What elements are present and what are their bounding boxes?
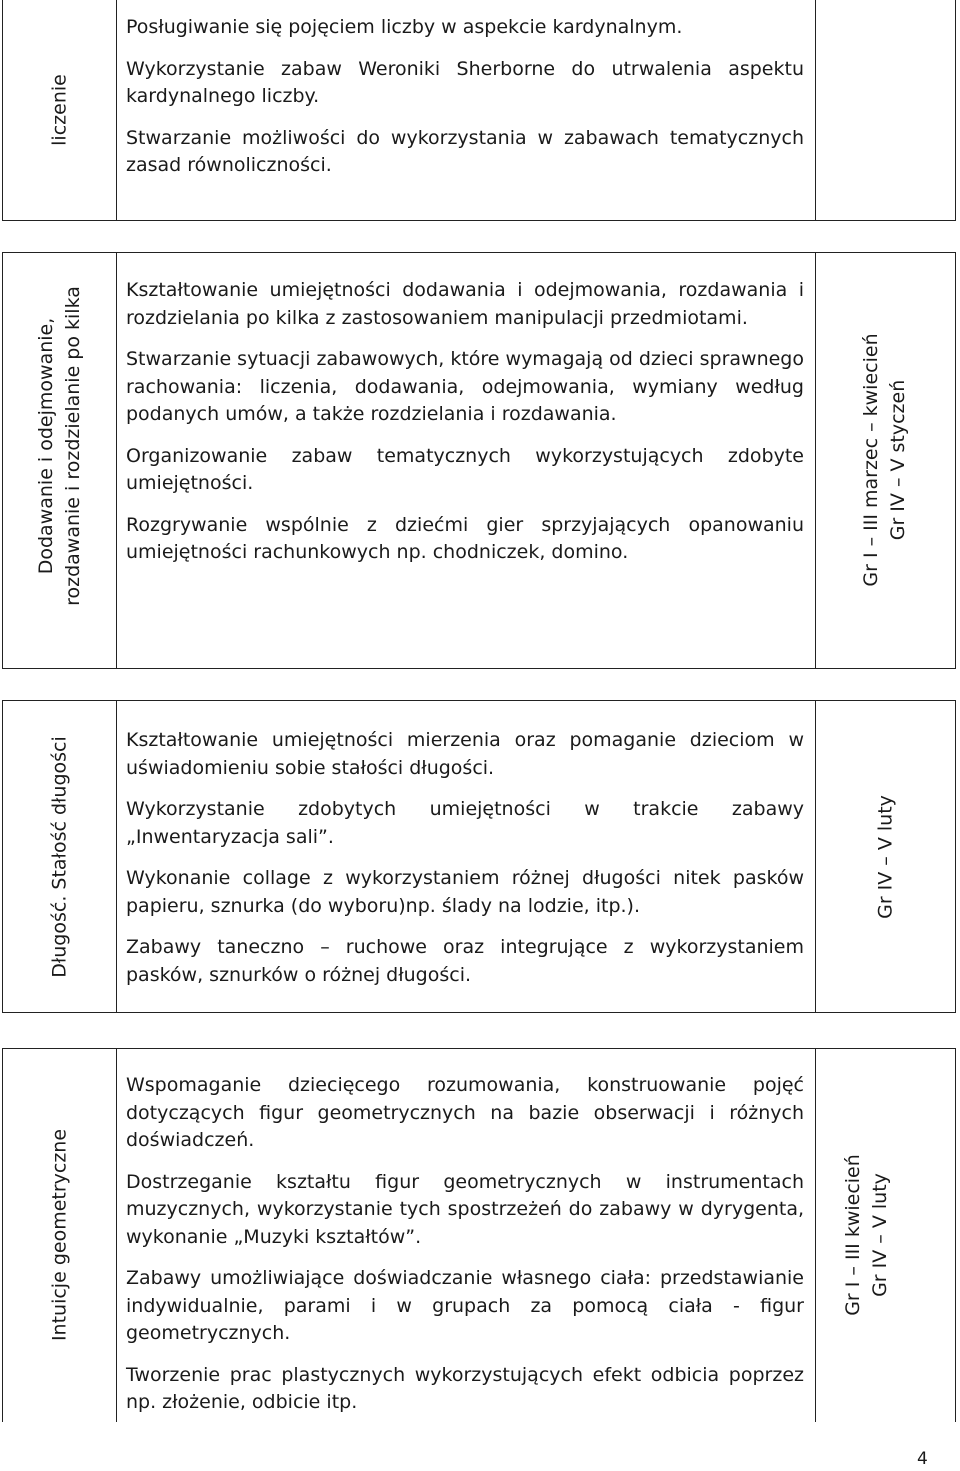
topic-cell (47, 74, 74, 146)
schedule-label: Gr IV – V luty (874, 795, 897, 919)
content-paragraph: Stwarzanie możliwości do wykorzystania w zabawach tematycznych zasad równoliczności. (126, 126, 804, 176)
column-divider (116, 0, 117, 220)
content-paragraph: Wykorzystanie zdobytych umiejętności w trakcie zabawy „Inwentaryzacja sali”. (126, 798, 804, 848)
content-paragraph: Zabawy umożliwiające doświadczanie własnego ciała: przedstawianie indywidualnie, parami i w grupach za pomocą ciała - figur geometrycznych. (126, 1267, 804, 1344)
topic-cell (33, 286, 87, 606)
column-divider (116, 700, 117, 1012)
table-border-left (2, 1048, 3, 1422)
content-paragraph: Kształtowanie umiejętności mierzenia oraz pomaganie dzieciom w uświadomieniu sobie stałości długości. (126, 729, 804, 779)
content-paragraph: Rozgrywanie wspólnie z dziećmi gier sprzyjających opanowaniu umiejętności rachunkowych np. chodniczek, domino. (126, 513, 804, 563)
schedule-label: Gr I – III kwiecień (842, 1154, 864, 1316)
table-border-right (955, 0, 956, 220)
content-paragraph: Wykorzystanie zabaw Weroniki Sherborne do utrwalenia aspektu kardynalnego liczby. (126, 57, 804, 107)
table-border-right (955, 252, 956, 668)
column-divider (815, 1048, 816, 1422)
topic-label: rozdawanie i rozdzielanie po kilka (62, 286, 84, 606)
row-separator (2, 1012, 956, 1013)
row-separator (2, 252, 956, 253)
topic-label: Długość. Stałość długości (48, 736, 71, 978)
content-paragraph: Kształtowanie umiejętności dodawania i odejmowania, rozdawania i rozdzielania po kilka z zastosowaniem manipulacji przedmiotami. (126, 279, 804, 329)
column-divider (116, 252, 117, 668)
schedule-label: Gr IV – V styczeń (887, 379, 909, 541)
column-divider (116, 1048, 117, 1422)
content-cell (126, 727, 804, 1003)
content-paragraph: Organizowanie zabaw tematycznych wykorzystujących zdobyte umiejętności. (126, 444, 804, 494)
row-separator (2, 1048, 956, 1049)
row-separator (2, 700, 956, 701)
content-paragraph: Zabawy taneczno – ruchowe oraz integrujące z wykorzystaniem pasków, sznurków o różnej długości. (126, 936, 804, 986)
topic-label: Intuicje geometryczne (48, 1128, 71, 1342)
content-cell (126, 277, 804, 581)
column-divider (815, 0, 816, 220)
content-paragraph: Wspomaganie dziecięcego rozumowania, konstruowanie pojęć dotyczących figur geometrycznych na bazie obserwacji i różnych doświadczeń. (126, 1074, 804, 1151)
content-paragraph: Dostrzeganie kształtu figur geometrycznych w instrumentach muzycznych, wykorzystanie tych spostrzeżeń do zabawy w dyrygenta, wykonanie „Muzyki kształtów”. (126, 1170, 804, 1248)
content-paragraph: Tworzenie prac plastycznych wykorzystujących efekt odbicia poprzez np. złożenie, odbicie itp. (126, 1363, 804, 1413)
content-paragraph: Wykonanie collage z wykorzystaniem różnej długości nitek pasków papieru, sznurka (do wyboru)np. ślady na lodzie, itp.). (126, 867, 804, 917)
row-separator (2, 220, 956, 221)
schedule-cell (873, 795, 900, 919)
topic-label: liczenie (48, 74, 71, 146)
table-border-left (2, 0, 3, 220)
page-number: 4 (917, 1449, 928, 1469)
schedule-cell (840, 1154, 894, 1316)
column-divider (815, 700, 816, 1012)
content-paragraph: Stwarzanie sytuacji zabawowych, które wymagają od dzieci sprawnego rachowania: liczenia, dodawania, odejmowania, wymiany według podanych umów, a także rozdzielania i rozdawania. (126, 348, 804, 425)
table-border-left (2, 252, 3, 668)
topic-cell (47, 736, 74, 978)
table-border-left (2, 700, 3, 1012)
topic-cell (47, 1129, 74, 1341)
content-cell (126, 1072, 804, 1431)
table-border-right (955, 1048, 956, 1422)
column-divider (815, 252, 816, 668)
content-paragraph: Posługiwanie się pojęciem liczby w aspekcie kardynalnym. (126, 16, 683, 38)
content-cell (126, 14, 804, 194)
schedule-label: Gr IV – V luty (869, 1173, 891, 1297)
row-separator (2, 668, 956, 669)
schedule-cell (858, 333, 912, 586)
table-border-right (955, 700, 956, 1012)
topic-label: Dodawanie i odejmowanie, (35, 317, 57, 575)
schedule-label: Gr I – III marzec – kwiecień (860, 333, 882, 587)
